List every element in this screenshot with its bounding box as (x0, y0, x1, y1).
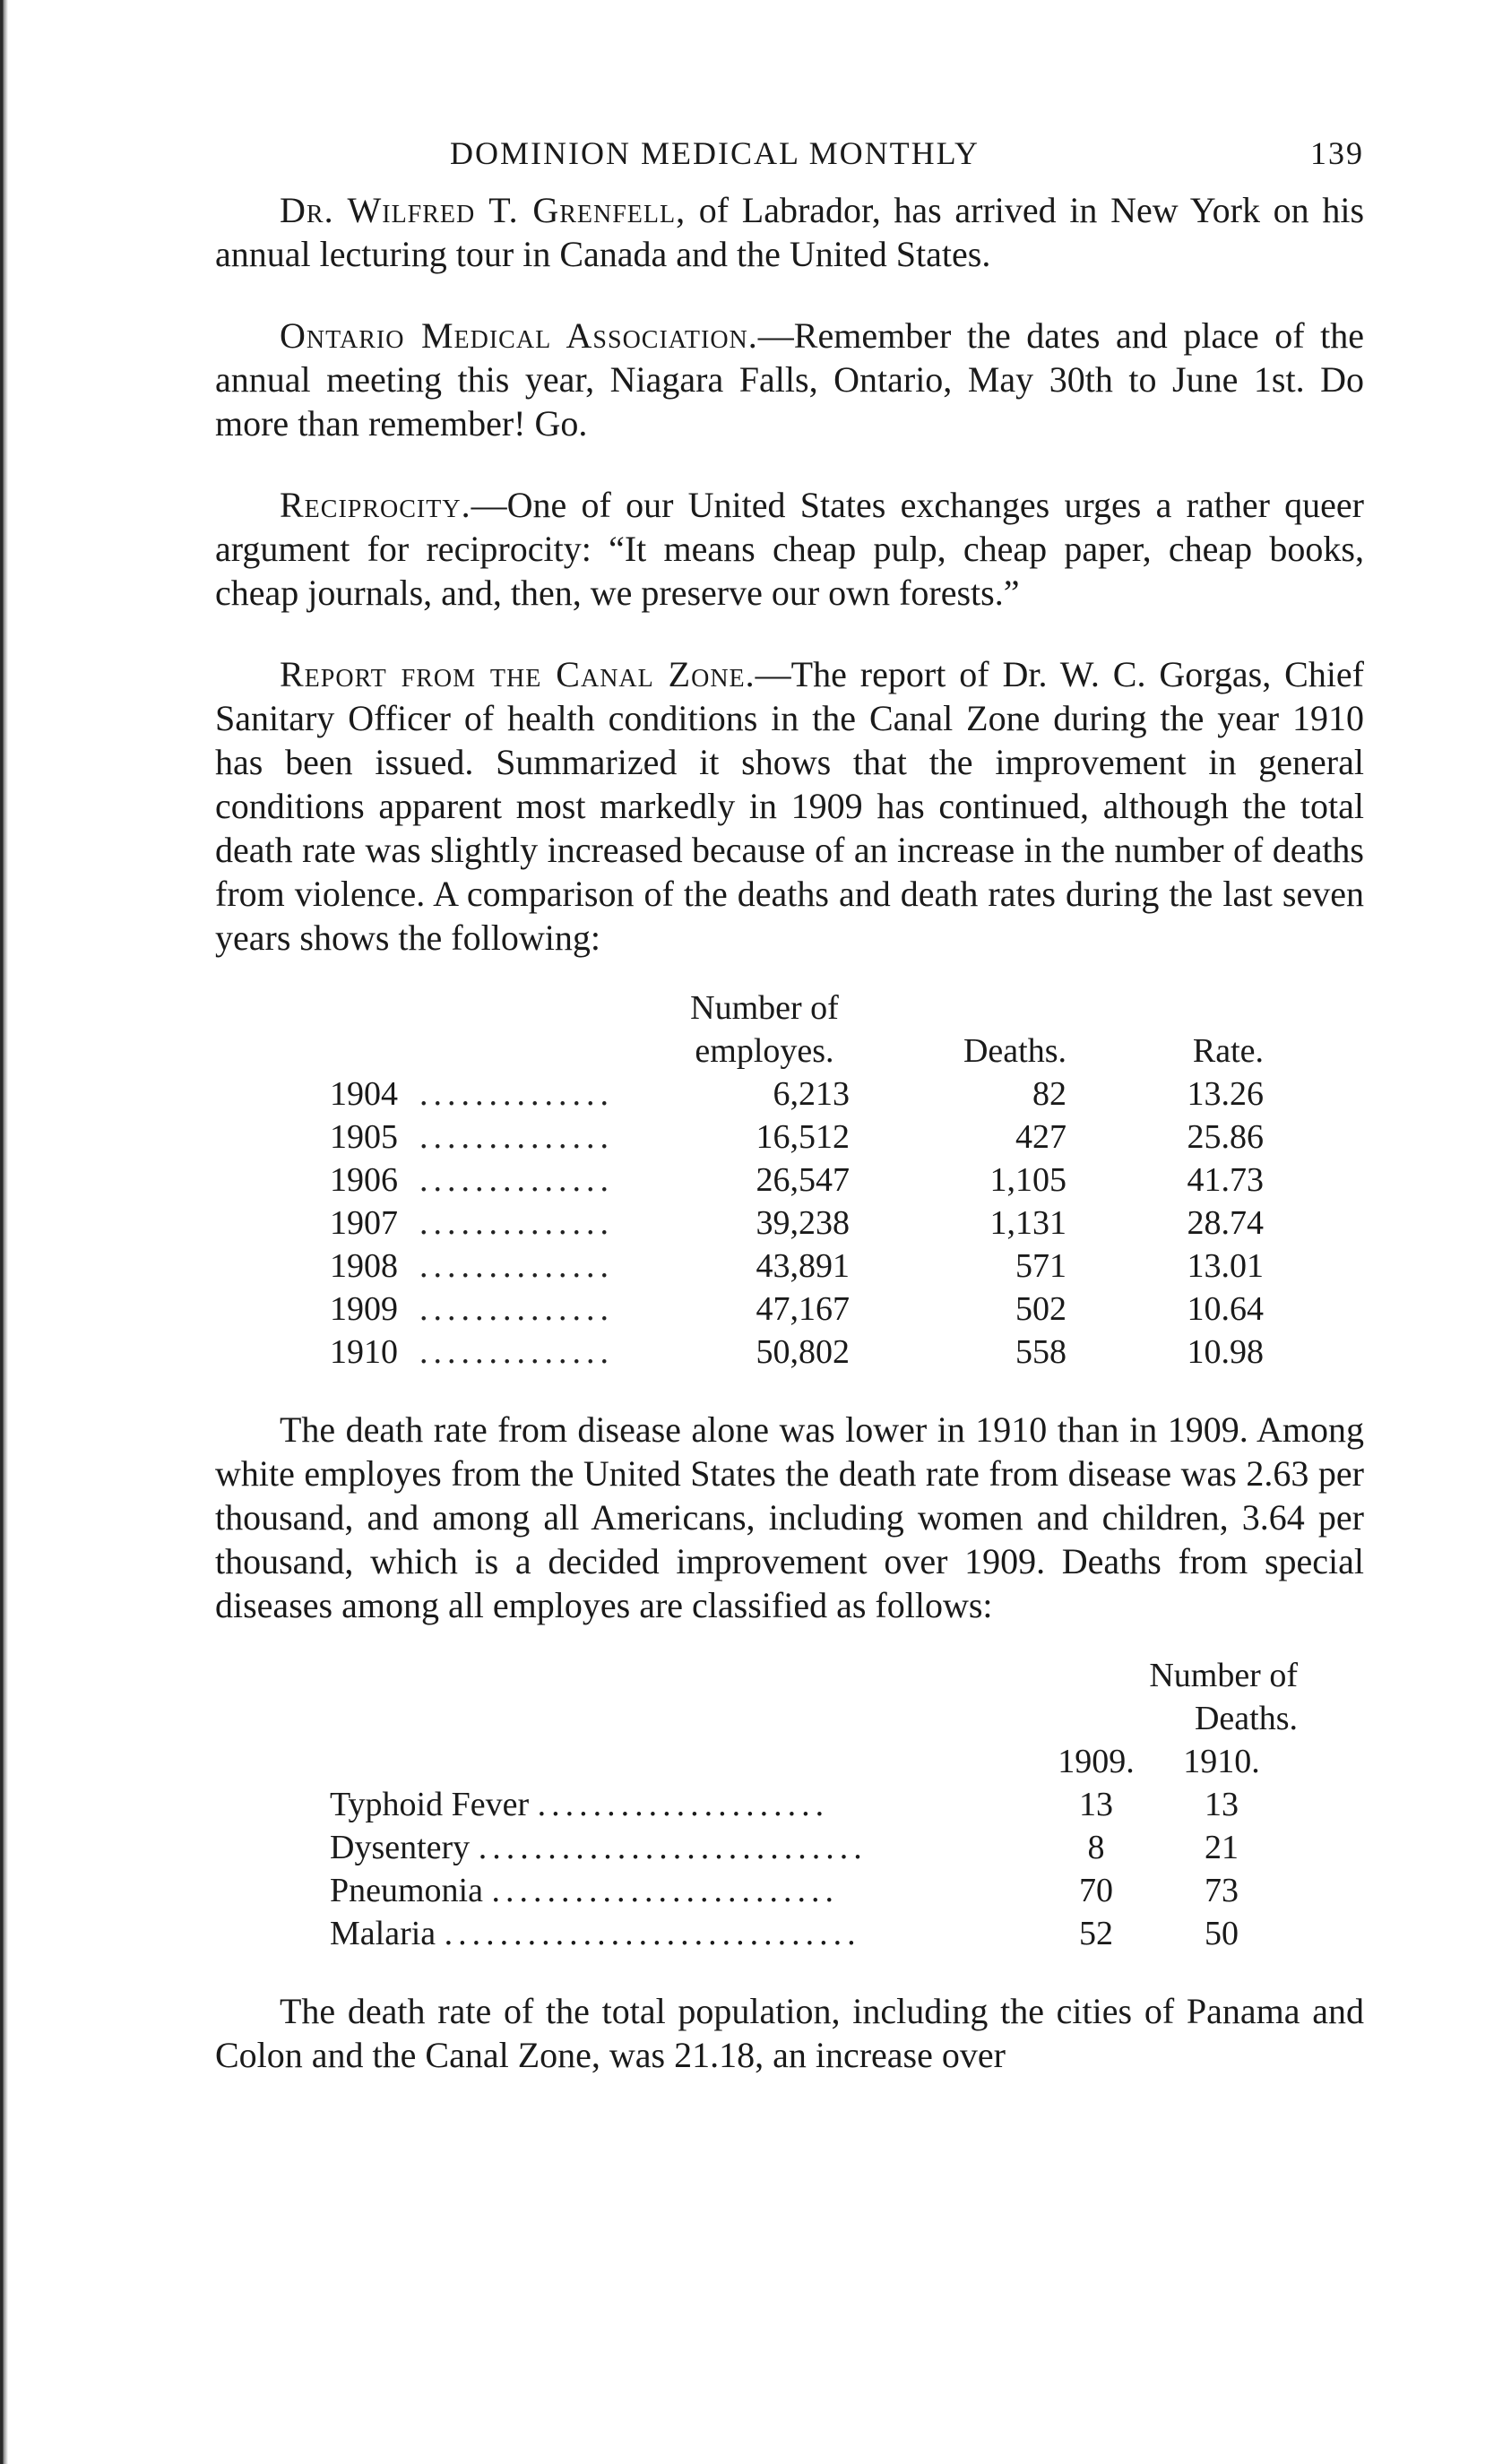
cell-disease (330, 1826, 1047, 1869)
paragraph-ontario (215, 314, 1364, 445)
cell-disease (330, 1783, 1047, 1826)
table-row (330, 1202, 1264, 1245)
cell-1910: 73 (1205, 1872, 1239, 1909)
disease-name: Dysentery (330, 1829, 471, 1866)
cell-employes: 26,547 (756, 1161, 850, 1199)
cell-rate: 10.64 (1187, 1290, 1264, 1328)
cell-1909: 13 (1079, 1786, 1113, 1823)
paragraph-text: —The report of Dr. W. C. Gorgas, Chief Sanitary Officer of health conditions in the Canal Zone during the year 1910 has been issued. Summarized it shows that the improvement in general conditions apparent most markedly in 1909 has continued, although the total death rate was slightly increased because of an increase in the number of deaths from violence. A comparison of the deaths and death rates during the last seven years shows the following: (215, 654, 1365, 958)
disease-name: Pneumonia (330, 1872, 483, 1909)
table-row (330, 1826, 1298, 1869)
cell-1910: 13 (1205, 1786, 1239, 1823)
cell-rate: 41.73 (1187, 1161, 1264, 1199)
paragraph-lead: Report from the Canal Zone. (280, 654, 756, 694)
paragraph-lead: Reciprocity. (280, 485, 471, 525)
table-header-row (330, 986, 1264, 1030)
paragraph-text: The death rate of the total population, including the cities of Panama and Colon and the Canal Zone, was 21.18, an increase over (215, 1991, 1364, 2075)
cell-deaths: 1,105 (989, 1161, 1067, 1199)
table-header-row (330, 1740, 1298, 1783)
header-rate: Rate. (1192, 1032, 1264, 1070)
cell-employes: 39,238 (756, 1204, 850, 1242)
cell-deaths: 82 (1032, 1075, 1067, 1113)
cell-year: 1907 (330, 1204, 398, 1242)
cell-1910: 50 (1205, 1915, 1239, 1952)
dot-leader: .............. (419, 1333, 614, 1371)
cell-1910: 21 (1205, 1829, 1239, 1866)
cell-employes: 50,802 (756, 1333, 850, 1371)
dot-leader: .............. (419, 1290, 614, 1328)
table-row (330, 1245, 1264, 1288)
table-row (330, 1288, 1264, 1331)
table-row (330, 1912, 1298, 1955)
cell-1909: 8 (1087, 1829, 1105, 1866)
paragraph-canal-zone (215, 652, 1364, 960)
dot-leader: .............. (419, 1075, 614, 1113)
cell-deaths: 571 (1015, 1247, 1067, 1285)
cell-deaths: 558 (1015, 1333, 1067, 1371)
paragraph-lead: Ontario Medical Association. (280, 315, 758, 356)
cell-1909: 70 (1079, 1872, 1113, 1909)
table-row (330, 1073, 1264, 1116)
header-employes-line2: employes. (695, 1032, 834, 1070)
cell-year: 1905 (330, 1118, 398, 1156)
running-title: DOMINION MEDICAL MONTHLY (450, 135, 980, 171)
disease-deaths-table (330, 1654, 1298, 1955)
cell-year: 1904 (330, 1075, 398, 1113)
table-row (330, 1869, 1298, 1912)
cell-employes: 43,891 (756, 1247, 850, 1285)
disease-name: Malaria (330, 1915, 436, 1952)
dot-leader: .............. (419, 1161, 614, 1199)
cell-disease (330, 1869, 1047, 1912)
paragraph-disease-rate (215, 1408, 1364, 1627)
cell-year: 1909 (330, 1290, 398, 1328)
paragraph-reciprocity (215, 483, 1364, 615)
paragraph-population-rate (215, 1989, 1364, 2077)
dot-leader: .............. (419, 1118, 614, 1156)
paragraph-text: —One of our United States exchanges urges a rather queer argument for reciprocity: “It means cheap pulp, cheap paper, cheap books, cheap journals, and, then, we preserve our own forests.” (215, 485, 1364, 613)
table-row (330, 1116, 1264, 1159)
cell-rate: 13.26 (1187, 1075, 1264, 1113)
header-number-of-deaths: Number of Deaths. (1149, 1657, 1298, 1737)
page-number: 139 (1310, 135, 1364, 171)
page-header (215, 134, 1364, 188)
header-year-1910: 1910. (1183, 1743, 1260, 1780)
cell-year: 1910 (330, 1333, 398, 1371)
table-row (330, 1331, 1264, 1374)
cell-rate: 10.98 (1187, 1333, 1264, 1371)
cell-rate: 25.86 (1187, 1118, 1264, 1156)
paragraph-text: of Labrador, has arrived in New York on his annual lecturing tour in Canada and the United States. (215, 190, 1365, 274)
cell-deaths: 1,131 (989, 1204, 1067, 1242)
header-employes-line1: Number of (690, 989, 839, 1027)
cell-disease (330, 1912, 1047, 1955)
dot-leader: ......................... (491, 1872, 839, 1909)
cell-employes: 6,213 (773, 1075, 850, 1113)
paragraph-text: —Remember the dates and place of the annual meeting this year, Niagara Falls, Ontario, May 30th to June 1st. Do more than remember! Go. (215, 315, 1365, 444)
dot-leader: ............................ (478, 1829, 868, 1866)
cell-deaths: 502 (1015, 1290, 1067, 1328)
cell-rate: 13.01 (1187, 1247, 1264, 1285)
dot-leader: .............. (419, 1204, 614, 1242)
cell-1909: 52 (1079, 1915, 1113, 1952)
dot-leader: .............................. (444, 1915, 861, 1952)
table-header-row (330, 1654, 1298, 1740)
table-row (330, 1783, 1298, 1826)
paragraph-grenfell (215, 188, 1364, 276)
dot-leader: .............. (419, 1247, 614, 1285)
document-page (215, 134, 1364, 2115)
header-deaths: Deaths. (963, 1032, 1067, 1070)
header-year-1909: 1909. (1058, 1743, 1135, 1780)
paragraph-lead: Dr. Wilfred T. Grenfell, (280, 190, 687, 230)
disease-name: Typhoid Fever (330, 1786, 530, 1823)
paragraph-text: The death rate from disease alone was lower in 1910 than in 1909. Among white employes from the United States the death rate from disease was 2.63 per thousand, and among all Americans, including women and children, 3.64 per thousand, which is a decided improvement over 1909. Deaths from special diseases among all employes are classified as follows: (215, 1409, 1364, 1625)
table-header-row (330, 1030, 1264, 1073)
cell-year: 1908 (330, 1247, 398, 1285)
dot-leader: ..................... (537, 1786, 830, 1823)
cell-rate: 28.74 (1187, 1204, 1264, 1242)
table-row (330, 1159, 1264, 1202)
death-rate-table (330, 986, 1264, 1374)
cell-employes: 47,167 (756, 1290, 850, 1328)
cell-deaths: 427 (1015, 1118, 1067, 1156)
cell-year: 1906 (330, 1161, 398, 1199)
cell-employes: 16,512 (756, 1118, 850, 1156)
page-binding-edge (0, 0, 8, 2464)
